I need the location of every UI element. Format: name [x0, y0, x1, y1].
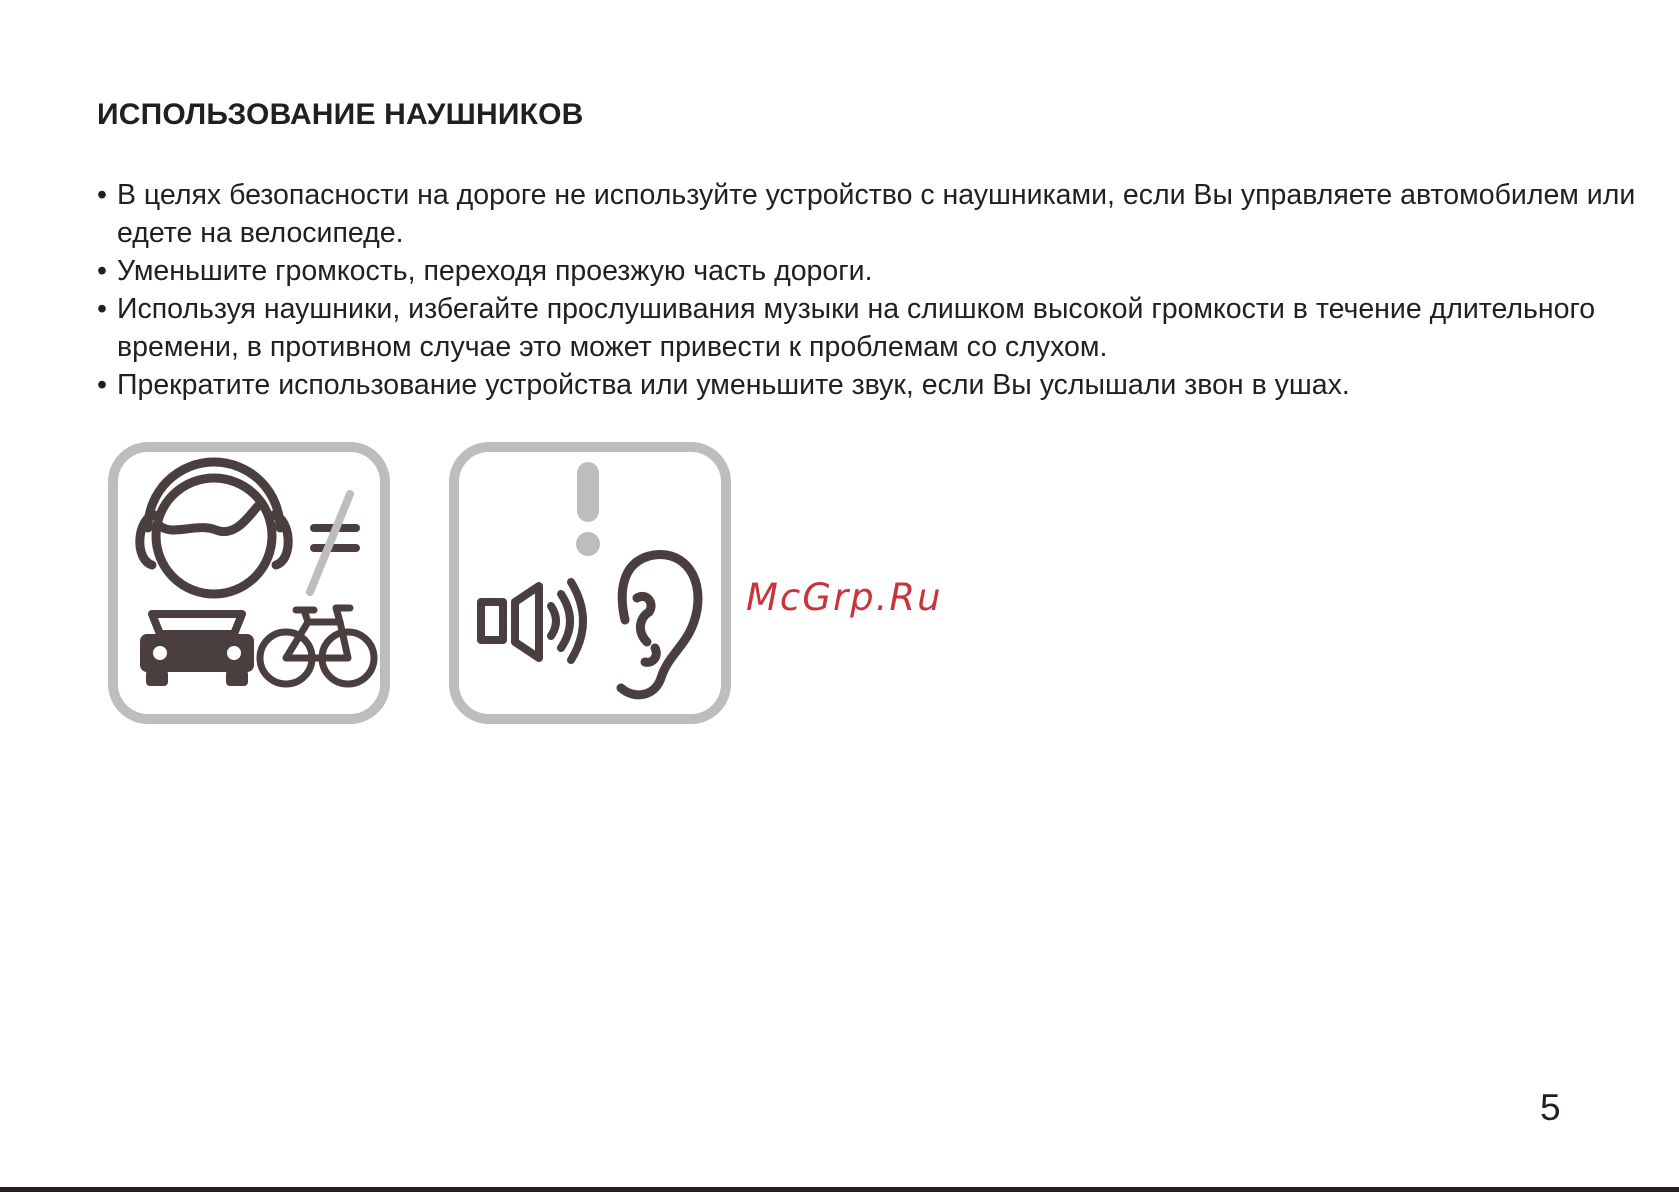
page-number: 5	[1540, 1087, 1561, 1128]
headphones-traffic-warning-svg	[108, 442, 390, 724]
list-item-text: Прекратите использование устройства или уменьшите звук, если Вы услышали звон в ушах.	[117, 369, 1350, 401]
list-item	[97, 176, 1637, 252]
bicycle-icon	[260, 608, 374, 684]
bullet-list	[97, 176, 1637, 404]
car-icon	[140, 614, 254, 686]
exclamation-icon	[576, 462, 600, 556]
ear-icon	[621, 555, 698, 695]
list-item-text: В целях безопасности на дороге не используйте устройство с наушниками, если Вы управляете автомобилем или едете на велосипеде.	[117, 179, 1636, 249]
bullet-dot: •	[97, 179, 107, 211]
list-item	[97, 366, 1637, 404]
list-item	[97, 290, 1637, 366]
bullet-dot: •	[97, 293, 107, 325]
watermark-text: McGrp.Ru	[746, 576, 943, 619]
headphones-traffic-warning-pictogram	[108, 442, 390, 724]
loud-volume-warning-svg	[449, 442, 731, 724]
loud-volume-warning-pictogram	[449, 442, 731, 724]
headphones-face-icon	[140, 462, 288, 594]
speaker-icon	[481, 582, 583, 660]
bottom-divider	[0, 1187, 1679, 1192]
bullet-dot: •	[97, 255, 107, 287]
list-item	[97, 252, 1637, 290]
page-title: ИСПОЛЬЗОВАНИЕ НАУШНИКОВ	[97, 98, 584, 131]
bullet-dot: •	[97, 369, 107, 401]
list-item-text: Используя наушники, избегайте прослушивания музыки на слишком высокой громкости в течение длительного времени, в противном случае это может привести к проблемам со слухом.	[117, 293, 1596, 363]
list-item-text: Уменьшите громкость, переходя проезжую часть дороги.	[117, 255, 873, 287]
not-equal-icon	[310, 494, 356, 592]
